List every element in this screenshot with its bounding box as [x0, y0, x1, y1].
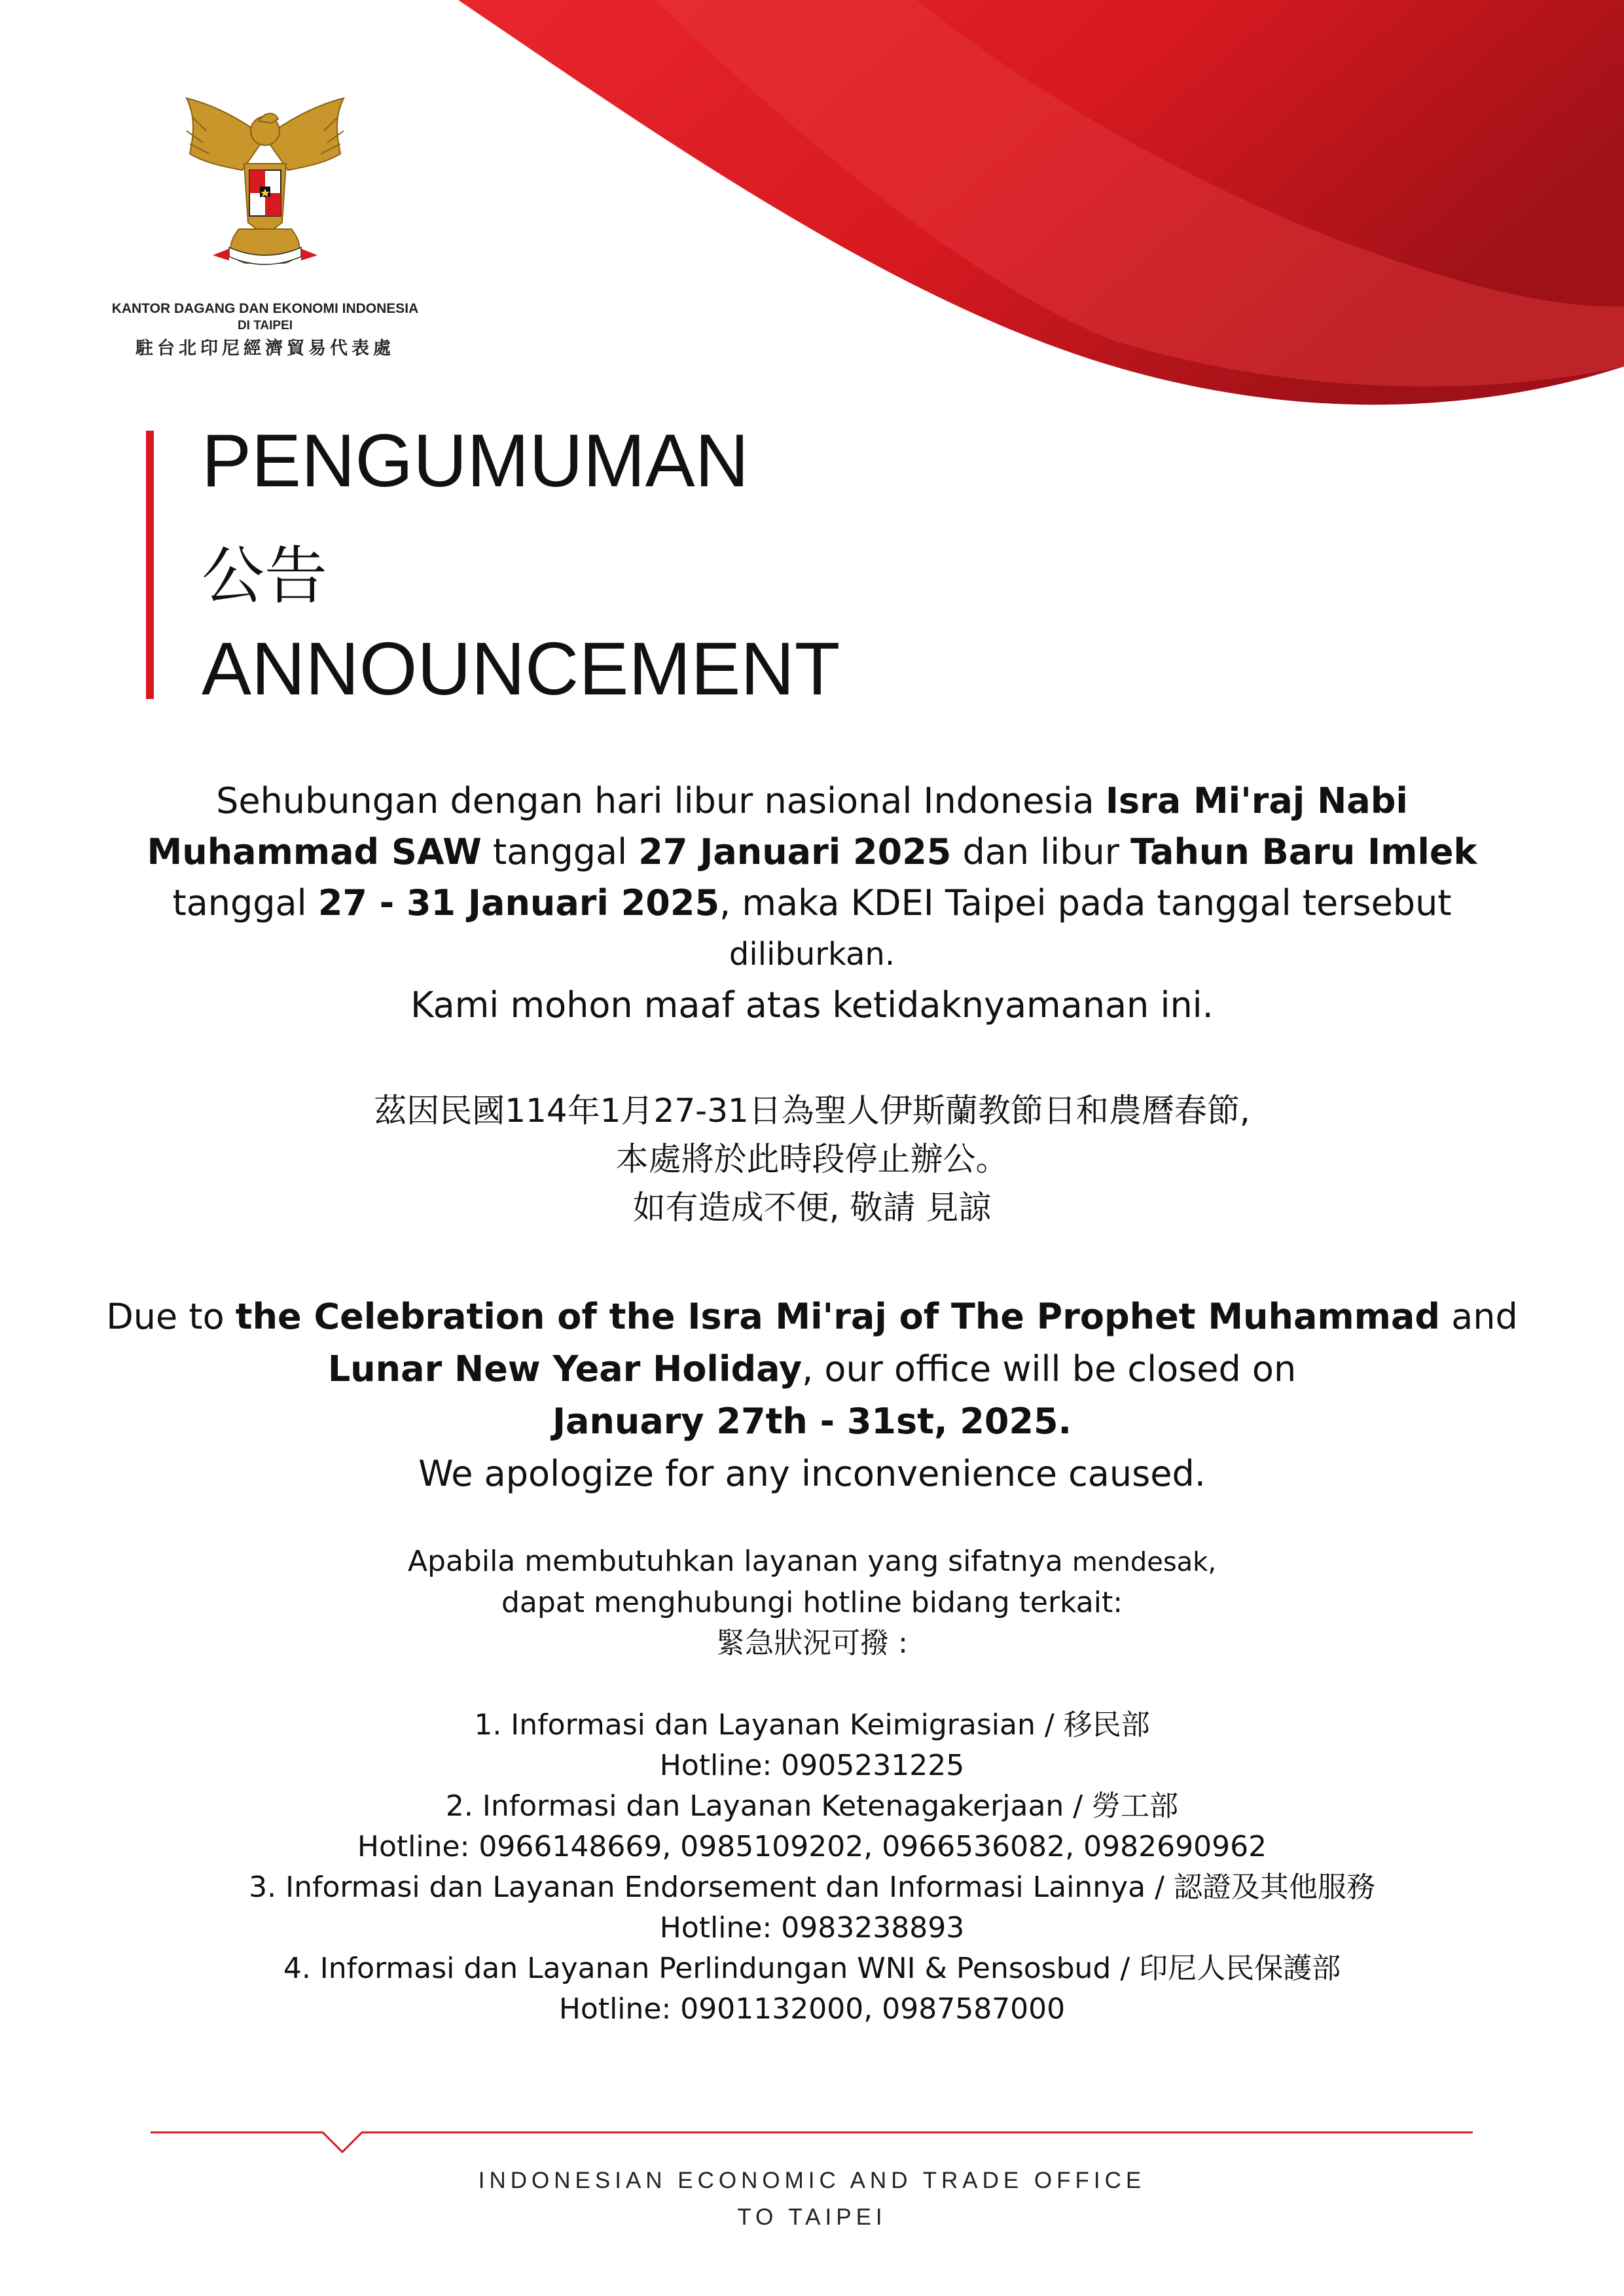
title-english: ANNOUNCEMENT [202, 628, 840, 711]
text-span: mendesak, [1072, 1547, 1217, 1577]
text-span: , our office will be closed on [802, 1348, 1297, 1390]
text-span: dan libur [951, 831, 1131, 872]
hotline-label: 2. Informasi dan Layanan Ketenagakerjaan / 勞工部 [445, 1789, 1179, 1823]
apology-indonesian: Kami mohon maaf atas ketidaknyamanan ini. [410, 984, 1214, 1026]
title-indonesian: PENGUMUMAN [202, 420, 749, 503]
text-span: , maka KDEI Taipei pada tanggal tersebut [719, 882, 1452, 924]
office-name-block [92, 300, 439, 361]
text-span: Sehubungan dengan hari libur nasional Indonesia [216, 780, 1106, 821]
hotline-number[interactable]: Hotline: 0905231225 [659, 1749, 965, 1782]
text-span: tanggal [481, 831, 639, 872]
holiday-name: the Celebration of the Isra Mi'raj of The Prophet Muhammad [235, 1296, 1441, 1337]
urgent-contact-intro [0, 1541, 1624, 1664]
text-line: diliburkan. [729, 936, 895, 973]
hotline-number[interactable]: Hotline: 0901132000, 0987587000 [558, 1992, 1066, 2026]
indonesian-paragraph [0, 776, 1624, 1031]
holiday-name: Tahun Baru Imlek [1130, 831, 1477, 872]
holiday-date: 27 Januari 2025 [638, 831, 952, 872]
text-line: 本處將於此時段停止辦公。 [615, 1140, 1009, 1178]
hotline-label: 3. Informasi dan Layanan Endorsement dan Informasi Lainnya / 認證及其他服務 [249, 1871, 1375, 1904]
office-name-chinese: 駐台北印尼經濟貿易代表處 [135, 338, 395, 358]
text-span: tanggal [172, 882, 318, 924]
text-line: 茲因民國114年1月27-31日為聖人伊斯蘭教節日和農曆春節, [374, 1092, 1250, 1130]
holiday-date: 27 - 31 Januari 2025 [317, 882, 720, 924]
text-span: Apabila membutuhkan layanan yang sifatnya [407, 1545, 1072, 1578]
apology-english: We apologize for any inconvenience caused. [418, 1453, 1206, 1494]
holiday-name: Isra Mi'raj Nabi [1105, 780, 1408, 821]
text-span: and [1440, 1296, 1518, 1337]
holiday-name: Muhammad SAW [147, 831, 482, 872]
holiday-name: Lunar New Year Holiday [327, 1348, 803, 1390]
title-chinese: 公告 [202, 539, 327, 613]
text-line: 緊急狀況可撥 : [716, 1626, 908, 1660]
title-accent-bar [146, 431, 154, 699]
hotline-number[interactable]: Hotline: 0966148669, 0985109202, 0966536082, 0982690962 [357, 1830, 1267, 1863]
text-span: Due to [106, 1296, 236, 1337]
english-paragraph [0, 1291, 1624, 1500]
footer-office-city: TO TAIPEI [737, 2204, 887, 2230]
footer-divider [151, 2121, 1473, 2160]
garuda-emblem-icon [167, 92, 363, 288]
office-name-indonesian-city: DI TAIPEI [237, 319, 293, 332]
hotline-list [0, 1705, 1624, 2030]
hotline-label: 1. Informasi dan Layanan Keimigrasian / 移民部 [474, 1708, 1150, 1742]
hotline-label: 4. Informasi dan Layanan Perlindungan WNI & Pensosbud / 印尼人民保護部 [283, 1952, 1341, 1985]
office-name-indonesian: KANTOR DAGANG DAN EKONOMI INDONESIA [111, 301, 419, 316]
chinese-paragraph [0, 1086, 1624, 1232]
holiday-date: January 27th - 31st, 2025. [552, 1401, 1072, 1442]
text-line: dapat menghubungi hotline bidang terkait: [501, 1586, 1123, 1619]
footer-office-name: INDONESIAN ECONOMIC AND TRADE OFFICE [478, 2168, 1146, 2193]
hotline-number[interactable]: Hotline: 0983238893 [659, 1911, 965, 1945]
apology-chinese: 如有造成不便, 敬請 見諒 [632, 1189, 992, 1227]
